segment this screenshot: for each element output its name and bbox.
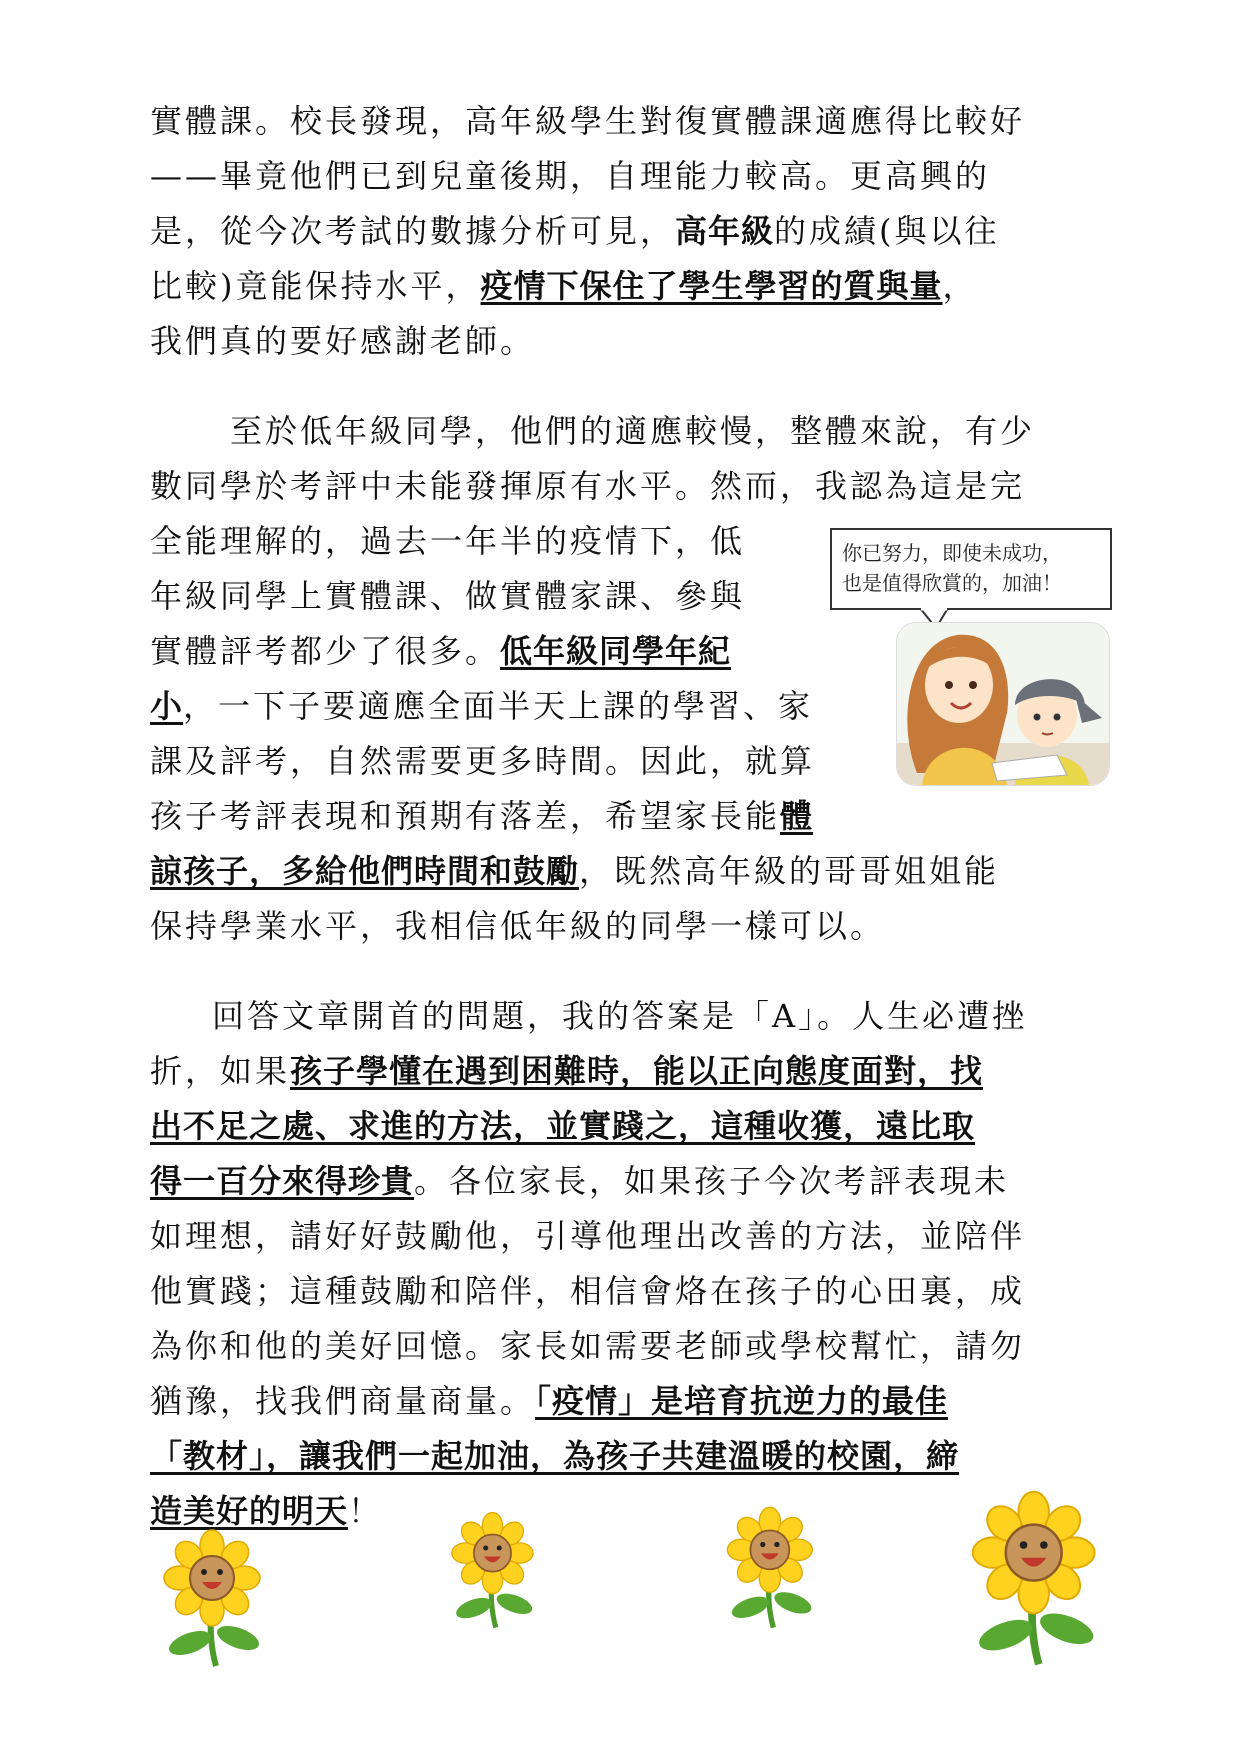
text-segment: 課及評考，自然需要更多時間。因此，就算 — [150, 742, 816, 780]
emphasis-text: 出不足之處、求進的方法，並實踐之，這種收獲，遠比取 — [150, 1107, 976, 1145]
text-segment: 至於低年級同學，他們的適應較慢，整體來說，有少 — [230, 412, 1036, 450]
emphasis-text: 諒孩子，多給他們時間和鼓勵 — [150, 852, 580, 890]
emphasis-text: 疫情下保住了學生學習的質與量 — [480, 267, 943, 305]
emphasis-text: 「教材」，讓我們一起加油，為孩子共建溫暖的校園，締 — [150, 1437, 960, 1475]
text-segment: ，既然高年級的哥哥姐姐能 — [579, 852, 1000, 890]
sunflower-icon — [715, 1505, 830, 1630]
paragraph-line — [150, 1159, 1009, 1203]
emphasis-text: 孩子學懂在遇到困難時，能以正向態度面對，找 — [290, 1052, 984, 1090]
teacher-student-drawing — [897, 623, 1109, 785]
paragraph-line — [150, 1104, 975, 1148]
speech-bubble-line-2: 也是值得欣賞的，加油！ — [842, 571, 1062, 595]
speech-bubble-line-1: 你已努力，即使未成功， — [842, 541, 1062, 565]
paragraph-line — [150, 684, 813, 728]
paragraph-line — [150, 1269, 1025, 1313]
paragraph-line — [212, 994, 1027, 1038]
text-segment: ！ — [348, 1492, 384, 1530]
text-segment: ——畢竟他們已到兒童後期，自理能力較高。更高興的 — [150, 157, 991, 195]
text-segment: 的成績(與以往 — [774, 212, 1000, 250]
paragraph-line — [150, 629, 731, 673]
paragraph-line — [150, 904, 885, 948]
emphasis-text: 高年級 — [675, 212, 775, 250]
paragraph-line — [150, 1049, 983, 1093]
text-segment: 數同學於考評中未能發揮原有水平。然而，我認為這是完 — [150, 467, 1026, 505]
paragraph-line — [150, 319, 535, 363]
paragraph-line — [150, 794, 813, 838]
text-segment: 猶豫，找我們商量商量。 — [150, 1382, 536, 1420]
sunflower-icon — [150, 1528, 280, 1668]
text-segment: 我們真的要好感謝老師。 — [150, 322, 536, 360]
emphasis-text: 得一百分來得珍貴 — [150, 1162, 415, 1200]
paragraph-line — [150, 1214, 1025, 1258]
text-segment: ， — [942, 267, 978, 305]
paragraph-line — [150, 1379, 948, 1423]
paragraph-line — [150, 519, 745, 563]
sunflower-icon — [955, 1488, 1120, 1668]
paragraph-line — [150, 1324, 1025, 1368]
text-segment: 年級同學上實體課、做實體家課、參與 — [150, 577, 746, 615]
paragraph-line — [150, 1489, 383, 1533]
paragraph-line — [150, 264, 978, 308]
text-segment: ，一下子要適應全面半天上課的學習、家 — [183, 687, 814, 725]
text-segment: 。各位家長，如果孩子今次考評表現未 — [414, 1162, 1010, 1200]
paragraph-line — [150, 99, 1025, 143]
text-segment: 比較)竟能保持水平， — [150, 267, 481, 305]
text-segment: 全能理解的，過去一年半的疫情下，低 — [150, 522, 746, 560]
paragraph-line — [150, 574, 745, 618]
text-segment: 保持學業水平，我相信低年級的同學一樣可以。 — [150, 907, 886, 945]
text-segment: 他實踐；這種鼓勵和陪伴，相信會烙在孩子的心田裏，成 — [150, 1272, 1026, 1310]
text-segment: 實體評考都少了很多。 — [150, 632, 501, 670]
paragraph-line — [150, 464, 1025, 508]
paragraph-line — [150, 849, 999, 893]
paragraph-line — [150, 1434, 959, 1478]
text-segment: 是，從今次考試的數據分析可見， — [150, 212, 676, 250]
teacher-student-illustration — [896, 622, 1110, 786]
paragraph-line — [150, 739, 815, 783]
emphasis-text: 小 — [150, 687, 184, 725]
text-segment: 實體課。校長發現，高年級學生對復實體課適應得比較好 — [150, 102, 1026, 140]
emphasis-text: 造美好的明天 — [150, 1492, 349, 1530]
text-segment: 回答文章開首的問題，我的答案是「A」。人生必遭挫 — [212, 997, 1028, 1035]
emphasis-text: 體 — [780, 797, 814, 835]
emphasis-text: 低年級同學年紀 — [500, 632, 732, 670]
text-segment: 折，如果 — [150, 1052, 291, 1090]
paragraph-line — [150, 209, 1000, 253]
emphasis-text: 「疫情」是培育抗逆力的最佳 — [535, 1382, 949, 1420]
paragraph-line — [230, 409, 1035, 453]
text-segment: 如理想，請好好鼓勵他，引導他理出改善的方法，並陪伴 — [150, 1217, 1026, 1255]
text-segment: 為你和他的美好回憶。家長如需要老師或學校幫忙，請勿 — [150, 1327, 1026, 1365]
text-segment: 孩子考評表現和預期有落差，希望家長能 — [150, 797, 781, 835]
speech-bubble — [830, 528, 1112, 610]
sunflower-icon — [440, 1510, 550, 1630]
paragraph-line — [150, 154, 990, 198]
